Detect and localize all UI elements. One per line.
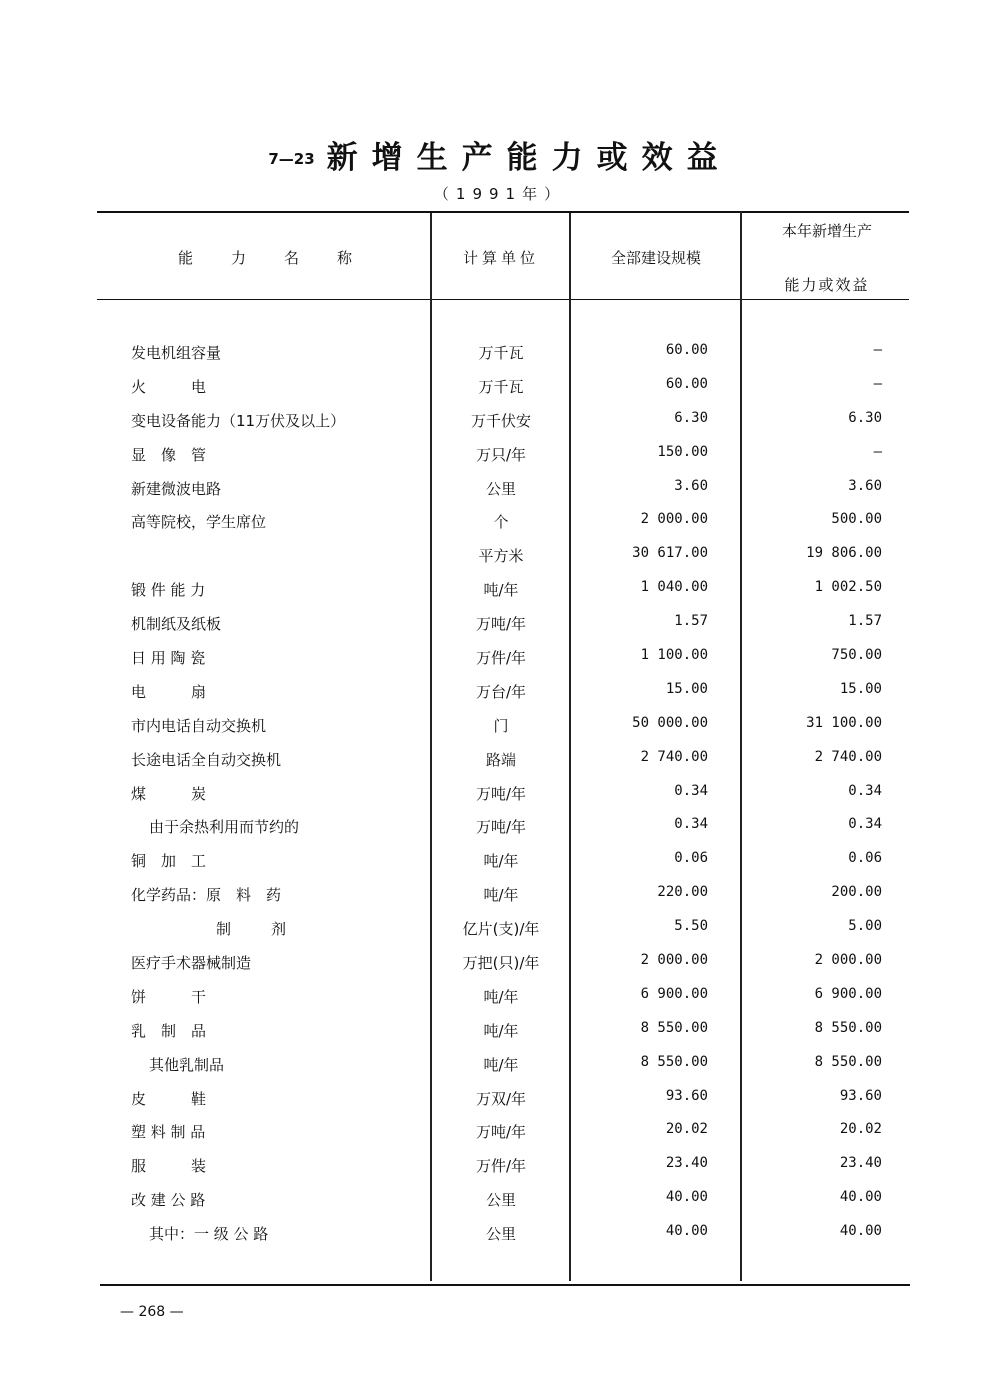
- row-new: —: [873, 443, 882, 460]
- row-total: 30 617.00: [632, 545, 708, 562]
- table-row: [0, 1217, 1000, 1251]
- row-unit: 门: [493, 716, 509, 735]
- row-total: 8 550.00: [640, 1019, 708, 1036]
- table-row: [0, 675, 1000, 709]
- row-total: 50 000.00: [632, 714, 708, 731]
- row-name: 高等院校，学生席位: [131, 513, 267, 532]
- row-total: 150.00: [657, 443, 708, 460]
- row-new: 2 000.00: [814, 952, 882, 969]
- table-row: [0, 777, 1000, 811]
- row-new: 93.60: [839, 1087, 882, 1104]
- row-unit: 万吨/年: [475, 818, 527, 837]
- row-total: 0.34: [674, 816, 708, 833]
- row-new: 15.00: [839, 680, 882, 697]
- table-row: [0, 980, 1000, 1014]
- row-unit: 万件/年: [475, 1157, 527, 1176]
- row-name: 电 扇: [131, 682, 207, 701]
- table-row: [0, 946, 1000, 980]
- table-number: 7—23: [268, 150, 315, 168]
- row-name: 日 用 陶 瓷: [131, 649, 206, 668]
- table-row: [0, 336, 1000, 370]
- row-unit: 亿片(支)/年: [462, 920, 540, 939]
- row-unit: 公里: [485, 479, 516, 498]
- row-total: 0.34: [674, 782, 708, 799]
- row-total: 2 000.00: [640, 952, 708, 969]
- table-row: [0, 370, 1000, 404]
- row-name: 饼 干: [131, 987, 207, 1006]
- row-name: 其他乳制品: [149, 1055, 225, 1074]
- table-body: [0, 336, 1000, 1251]
- table-row: [0, 1115, 1000, 1149]
- row-name: 长途电话全自动交换机: [131, 750, 282, 769]
- table-row: [0, 743, 1000, 777]
- row-name: 制剂: [216, 920, 327, 939]
- row-new: 2 740.00: [814, 748, 882, 765]
- row-unit: 万吨/年: [475, 784, 527, 803]
- row-new: 0.06: [848, 850, 882, 867]
- table-row: [0, 505, 1000, 539]
- table-row: [0, 1149, 1000, 1183]
- row-new: 0.34: [848, 782, 882, 799]
- row-new: 200.00: [831, 884, 882, 901]
- row-unit: 万千伏安: [470, 411, 531, 430]
- row-unit: 公里: [485, 1191, 516, 1210]
- row-new: 40.00: [839, 1223, 882, 1240]
- table-row: [0, 472, 1000, 506]
- row-name: 服 装: [131, 1157, 207, 1176]
- row-name: 显 像 管: [131, 445, 207, 464]
- row-total: 60.00: [665, 342, 708, 358]
- row-name: 市内电话自动交换机: [131, 716, 267, 735]
- row-unit: 万件/年: [475, 649, 527, 668]
- row-total: 20.02: [665, 1121, 708, 1138]
- row-unit: 吨/年: [483, 581, 519, 600]
- row-unit: 万台/年: [475, 682, 527, 701]
- row-total: 1 100.00: [640, 647, 708, 664]
- row-unit: 万吨/年: [475, 615, 527, 634]
- row-total: 40.00: [665, 1189, 708, 1206]
- row-total: 93.60: [665, 1087, 708, 1104]
- row-unit: 吨/年: [483, 886, 519, 905]
- row-name: 塑 料 制 品: [131, 1123, 206, 1142]
- row-name: 变电设备能力（11万伏及以上）: [131, 411, 346, 430]
- row-name: 其中：一 级 公 路: [149, 1225, 269, 1244]
- page-title: [0, 132, 1000, 177]
- table-row: [0, 709, 1000, 743]
- page-number: — 268 —: [120, 1304, 184, 1320]
- row-unit: 吨/年: [483, 852, 519, 871]
- row-name: 医疗手术器械制造: [131, 954, 252, 973]
- row-new: 1.57: [848, 613, 882, 630]
- row-total: 0.06: [674, 850, 708, 867]
- row-new: 20.02: [839, 1121, 882, 1138]
- row-new: —: [873, 342, 882, 358]
- row-name: 煤 炭: [131, 784, 207, 803]
- row-total: 3.60: [674, 477, 708, 494]
- row-new: 500.00: [831, 511, 882, 528]
- table-row: [0, 810, 1000, 844]
- row-total: 1 040.00: [640, 579, 708, 596]
- table-title: 新增生产能力或效益: [326, 140, 732, 176]
- table-row: [0, 641, 1000, 675]
- table-row: [0, 844, 1000, 878]
- header-total-scale: 全部建设规模: [610, 249, 701, 267]
- table-row: [0, 539, 1000, 573]
- table-row: [0, 438, 1000, 472]
- row-total: 40.00: [665, 1223, 708, 1240]
- row-unit: 平方米: [478, 547, 524, 566]
- row-unit: 万千瓦: [478, 344, 524, 362]
- row-total: 220.00: [657, 884, 708, 901]
- row-unit: 万只/年: [475, 445, 527, 464]
- row-new: 19 806.00: [806, 545, 882, 562]
- table-row: [0, 1048, 1000, 1082]
- row-unit: 万把(只)/年: [462, 954, 540, 973]
- row-name: 化学药品：原 料 药: [131, 886, 282, 905]
- row-new: 31 100.00: [806, 714, 882, 731]
- row-name: 改 建 公 路: [131, 1191, 206, 1210]
- row-new: —: [873, 375, 882, 392]
- header-new-capacity-line1: 本年新增生产: [781, 222, 872, 240]
- row-new: 750.00: [831, 647, 882, 664]
- table-row: [0, 607, 1000, 641]
- row-total: 5.50: [674, 918, 708, 935]
- row-total: 6.30: [674, 409, 708, 426]
- top-rule: [97, 211, 909, 213]
- row-unit: 万双/年: [475, 1089, 527, 1108]
- row-name: 铜 加 工: [131, 852, 207, 871]
- table-row: [0, 404, 1000, 438]
- bottom-rule: [100, 1284, 910, 1286]
- row-name: 新建微波电路: [131, 479, 222, 498]
- row-total: 1.57: [674, 613, 708, 630]
- row-new: 40.00: [839, 1189, 882, 1206]
- row-new: 6.30: [848, 409, 882, 426]
- row-name: 乳 制 品: [131, 1021, 207, 1040]
- row-name: 锻 件 能 力: [131, 581, 206, 600]
- header-name: 能力名称: [177, 249, 390, 267]
- row-total: 2 000.00: [640, 511, 708, 528]
- row-new: 3.60: [848, 477, 882, 494]
- row-unit: 万千瓦: [478, 377, 524, 396]
- row-new: 1 002.50: [814, 579, 882, 596]
- header-unit: 计算单位: [462, 249, 539, 267]
- row-unit: 吨/年: [483, 1055, 519, 1074]
- row-total: 6 900.00: [640, 985, 708, 1002]
- row-unit: 万吨/年: [475, 1123, 527, 1142]
- row-total: 60.00: [665, 375, 708, 392]
- row-unit: 吨/年: [483, 1021, 519, 1040]
- row-unit: 吨/年: [483, 987, 519, 1006]
- table-subtitle: （1991年）: [433, 185, 567, 203]
- row-name: 皮 鞋: [131, 1089, 207, 1108]
- row-total: 2 740.00: [640, 748, 708, 765]
- row-total: 23.40: [665, 1155, 708, 1172]
- header-new-capacity-line2: 能力或效益: [784, 276, 870, 294]
- row-new: 8 550.00: [814, 1019, 882, 1036]
- row-new: 8 550.00: [814, 1053, 882, 1070]
- row-new: 0.34: [848, 816, 882, 833]
- table-row: [0, 1014, 1000, 1048]
- row-new: 23.40: [839, 1155, 882, 1172]
- row-name: 由于余热利用而节约的: [149, 818, 300, 837]
- row-unit: 公里: [485, 1225, 516, 1244]
- table-row: [0, 912, 1000, 946]
- row-total: 8 550.00: [640, 1053, 708, 1070]
- row-name: 发电机组容量: [131, 344, 222, 362]
- row-name: 火 电: [131, 377, 207, 396]
- table-row: [0, 1183, 1000, 1217]
- row-unit: 路端: [485, 750, 516, 769]
- row-total: 15.00: [665, 680, 708, 697]
- header-rule: [97, 299, 909, 300]
- row-unit: 个: [493, 513, 509, 532]
- row-new: 5.00: [848, 918, 882, 935]
- row-new: 6 900.00: [814, 985, 882, 1002]
- table-row: [0, 1082, 1000, 1116]
- table-row: [0, 878, 1000, 912]
- row-name: 机制纸及纸板: [131, 615, 222, 634]
- table-row: [0, 573, 1000, 607]
